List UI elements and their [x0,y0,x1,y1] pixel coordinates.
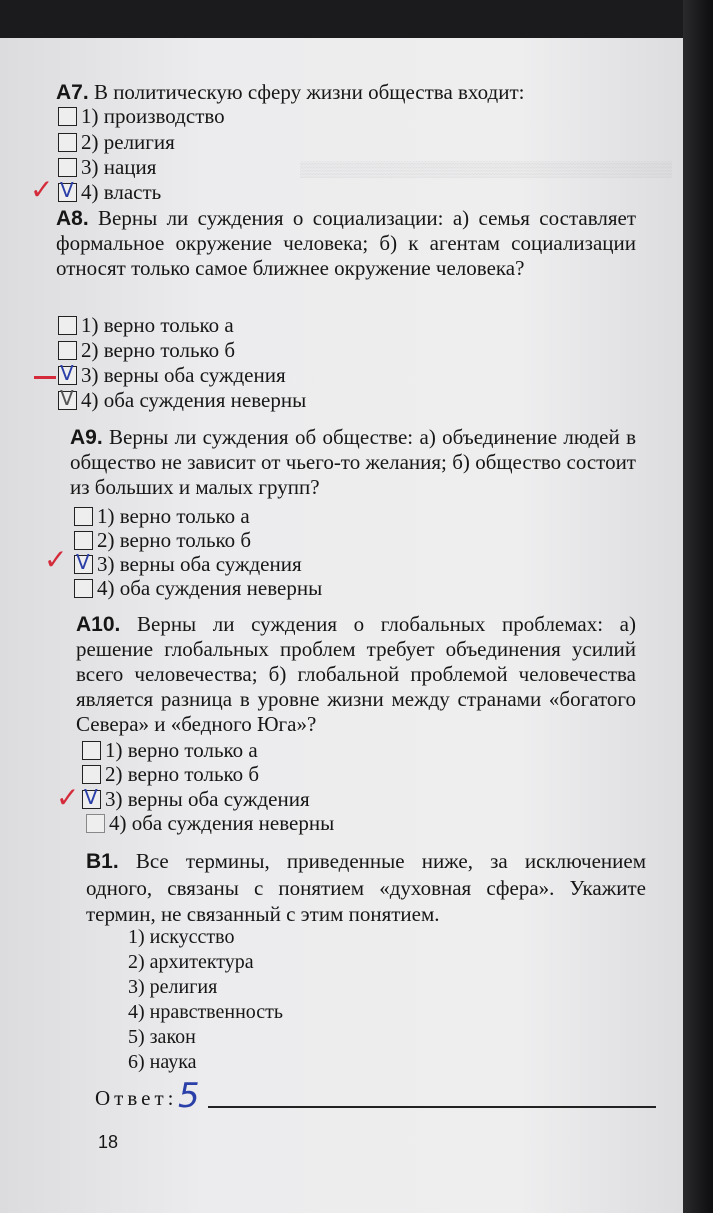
option-a8-1[interactable] [58,313,234,337]
option-label: 1) верно только а [81,313,234,337]
option-label: 2) верно только б [97,528,252,552]
option-a9-3[interactable] [74,549,302,576]
option-a10-1[interactable] [82,738,258,762]
question-label: А7. [56,81,89,104]
checkbox[interactable] [58,133,77,152]
check-mark-icon: V [76,549,90,574]
checkbox[interactable] [74,579,93,598]
option-label: 3) верны оба суждения [105,787,310,811]
checkbox[interactable] [58,158,77,177]
option-label: 3) верны оба суждения [81,363,286,387]
option-a7-2[interactable] [58,130,175,154]
question-label: А10. [76,613,121,636]
checkbox-marked[interactable] [58,177,77,202]
checkbox[interactable] [58,107,77,126]
checkbox[interactable] [82,741,101,760]
question-label: А8. [56,207,89,230]
checkbox[interactable] [86,814,105,833]
term-item: 6) наука [128,1051,197,1073]
red-check-icon: ✓ [56,781,80,814]
question-text: В политическую сферу жизни общества входит: [88,80,525,104]
option-a9-4[interactable] [74,576,322,600]
term-item: 2) архитектура [128,951,254,973]
term-item: 4) нравственность [128,1001,284,1023]
answer-line [208,1106,656,1108]
red-check-icon: ✓ [30,173,54,206]
option-label: 2) верно только б [105,762,260,786]
option-a8-3[interactable] [58,360,286,387]
term-item: 3) религия [128,976,218,998]
question-a9 [70,425,636,500]
option-label: 2) религия [81,130,175,154]
option-label: 4) оба суждения неверны [81,388,307,412]
question-text: Все термины, приведенные ниже, за исключением одного, связаны с понятием «духовная сфера». Укажите термин, не связанный с этим понятием. [86,849,646,926]
checkbox-marked[interactable] [58,385,77,410]
check-mark-icon: V [84,784,98,809]
red-check-icon: ✓ [44,543,68,576]
term-list [128,925,283,1075]
option-label: 4) власть [81,180,162,204]
option-a7-4[interactable] [58,177,162,204]
checkbox[interactable] [82,765,101,784]
checkbox[interactable] [74,531,93,550]
page-number: 18 [98,1132,119,1152]
bleed-through-text: ▒▒▒▒▒▒▒▒▒▒▒▒▒▒▒▒▒▒▒▒▒▒▒▒▒▒▒▒▒▒▒▒▒▒▒ [300,162,672,178]
option-a10-3[interactable] [82,784,310,811]
option-a9-1[interactable] [74,504,250,528]
answer-value[interactable]: 5 [178,1076,200,1116]
checkbox[interactable] [74,507,93,526]
option-label: 1) верно только а [105,738,258,762]
checkbox-marked[interactable] [82,784,101,809]
option-label: 2) верно только б [81,338,236,362]
question-a10 [76,612,636,737]
worksheet-page [0,38,690,1213]
option-a8-2[interactable] [58,338,235,362]
checkbox-marked[interactable] [74,549,93,574]
question-a8 [56,206,636,281]
question-label: В1. [86,850,119,873]
option-label: 4) оба суждения неверны [109,811,335,835]
question-text: Верны ли суждения о социализации: а) семья составляет формальное окружение человека; б) к агентам социализации относят только самое ближнее окружение человека? [56,206,636,280]
checkbox-marked[interactable] [58,360,77,385]
question-text: Верны ли суждения о глобальных проблемах: а) решение глобальных проблем требует объединения усилий всего человечества; б) глобальной проблемой человечества является разница в уровне жизни между странами «богатого Севера» и «бедного Юга»? [76,612,636,736]
option-label: 1) производство [81,104,225,128]
check-mark-icon: V [60,385,74,410]
checkbox[interactable] [58,316,77,335]
answer-label: Ответ: [95,1086,178,1110]
check-mark-icon: V [60,360,74,385]
question-text: Верны ли суждения об обществе: а) объединение людей в общество не зависит от чьего-то желания; б) общество состоит из больших и малых групп? [70,425,636,499]
red-dash-mark [34,376,56,379]
option-label: 3) нация [81,155,157,179]
option-label: 1) верно только а [97,504,250,528]
question-a7 [56,80,636,105]
option-a10-2[interactable] [82,762,259,786]
check-mark-icon: V [60,177,74,202]
option-label: 3) верны оба суждения [97,552,302,576]
option-a8-4[interactable] [58,385,307,412]
book-spine-shadow [683,0,713,1213]
option-a10-4[interactable] [86,811,334,835]
option-a7-1[interactable] [58,104,225,128]
term-item: 1) искусство [128,926,235,948]
option-a9-2[interactable] [74,528,251,552]
term-item: 5) закон [128,1026,196,1048]
question-b1 [86,848,646,927]
option-label: 4) оба суждения неверны [97,576,323,600]
checkbox[interactable] [58,341,77,360]
option-a7-3[interactable] [58,155,156,179]
question-label: А9. [70,426,103,449]
